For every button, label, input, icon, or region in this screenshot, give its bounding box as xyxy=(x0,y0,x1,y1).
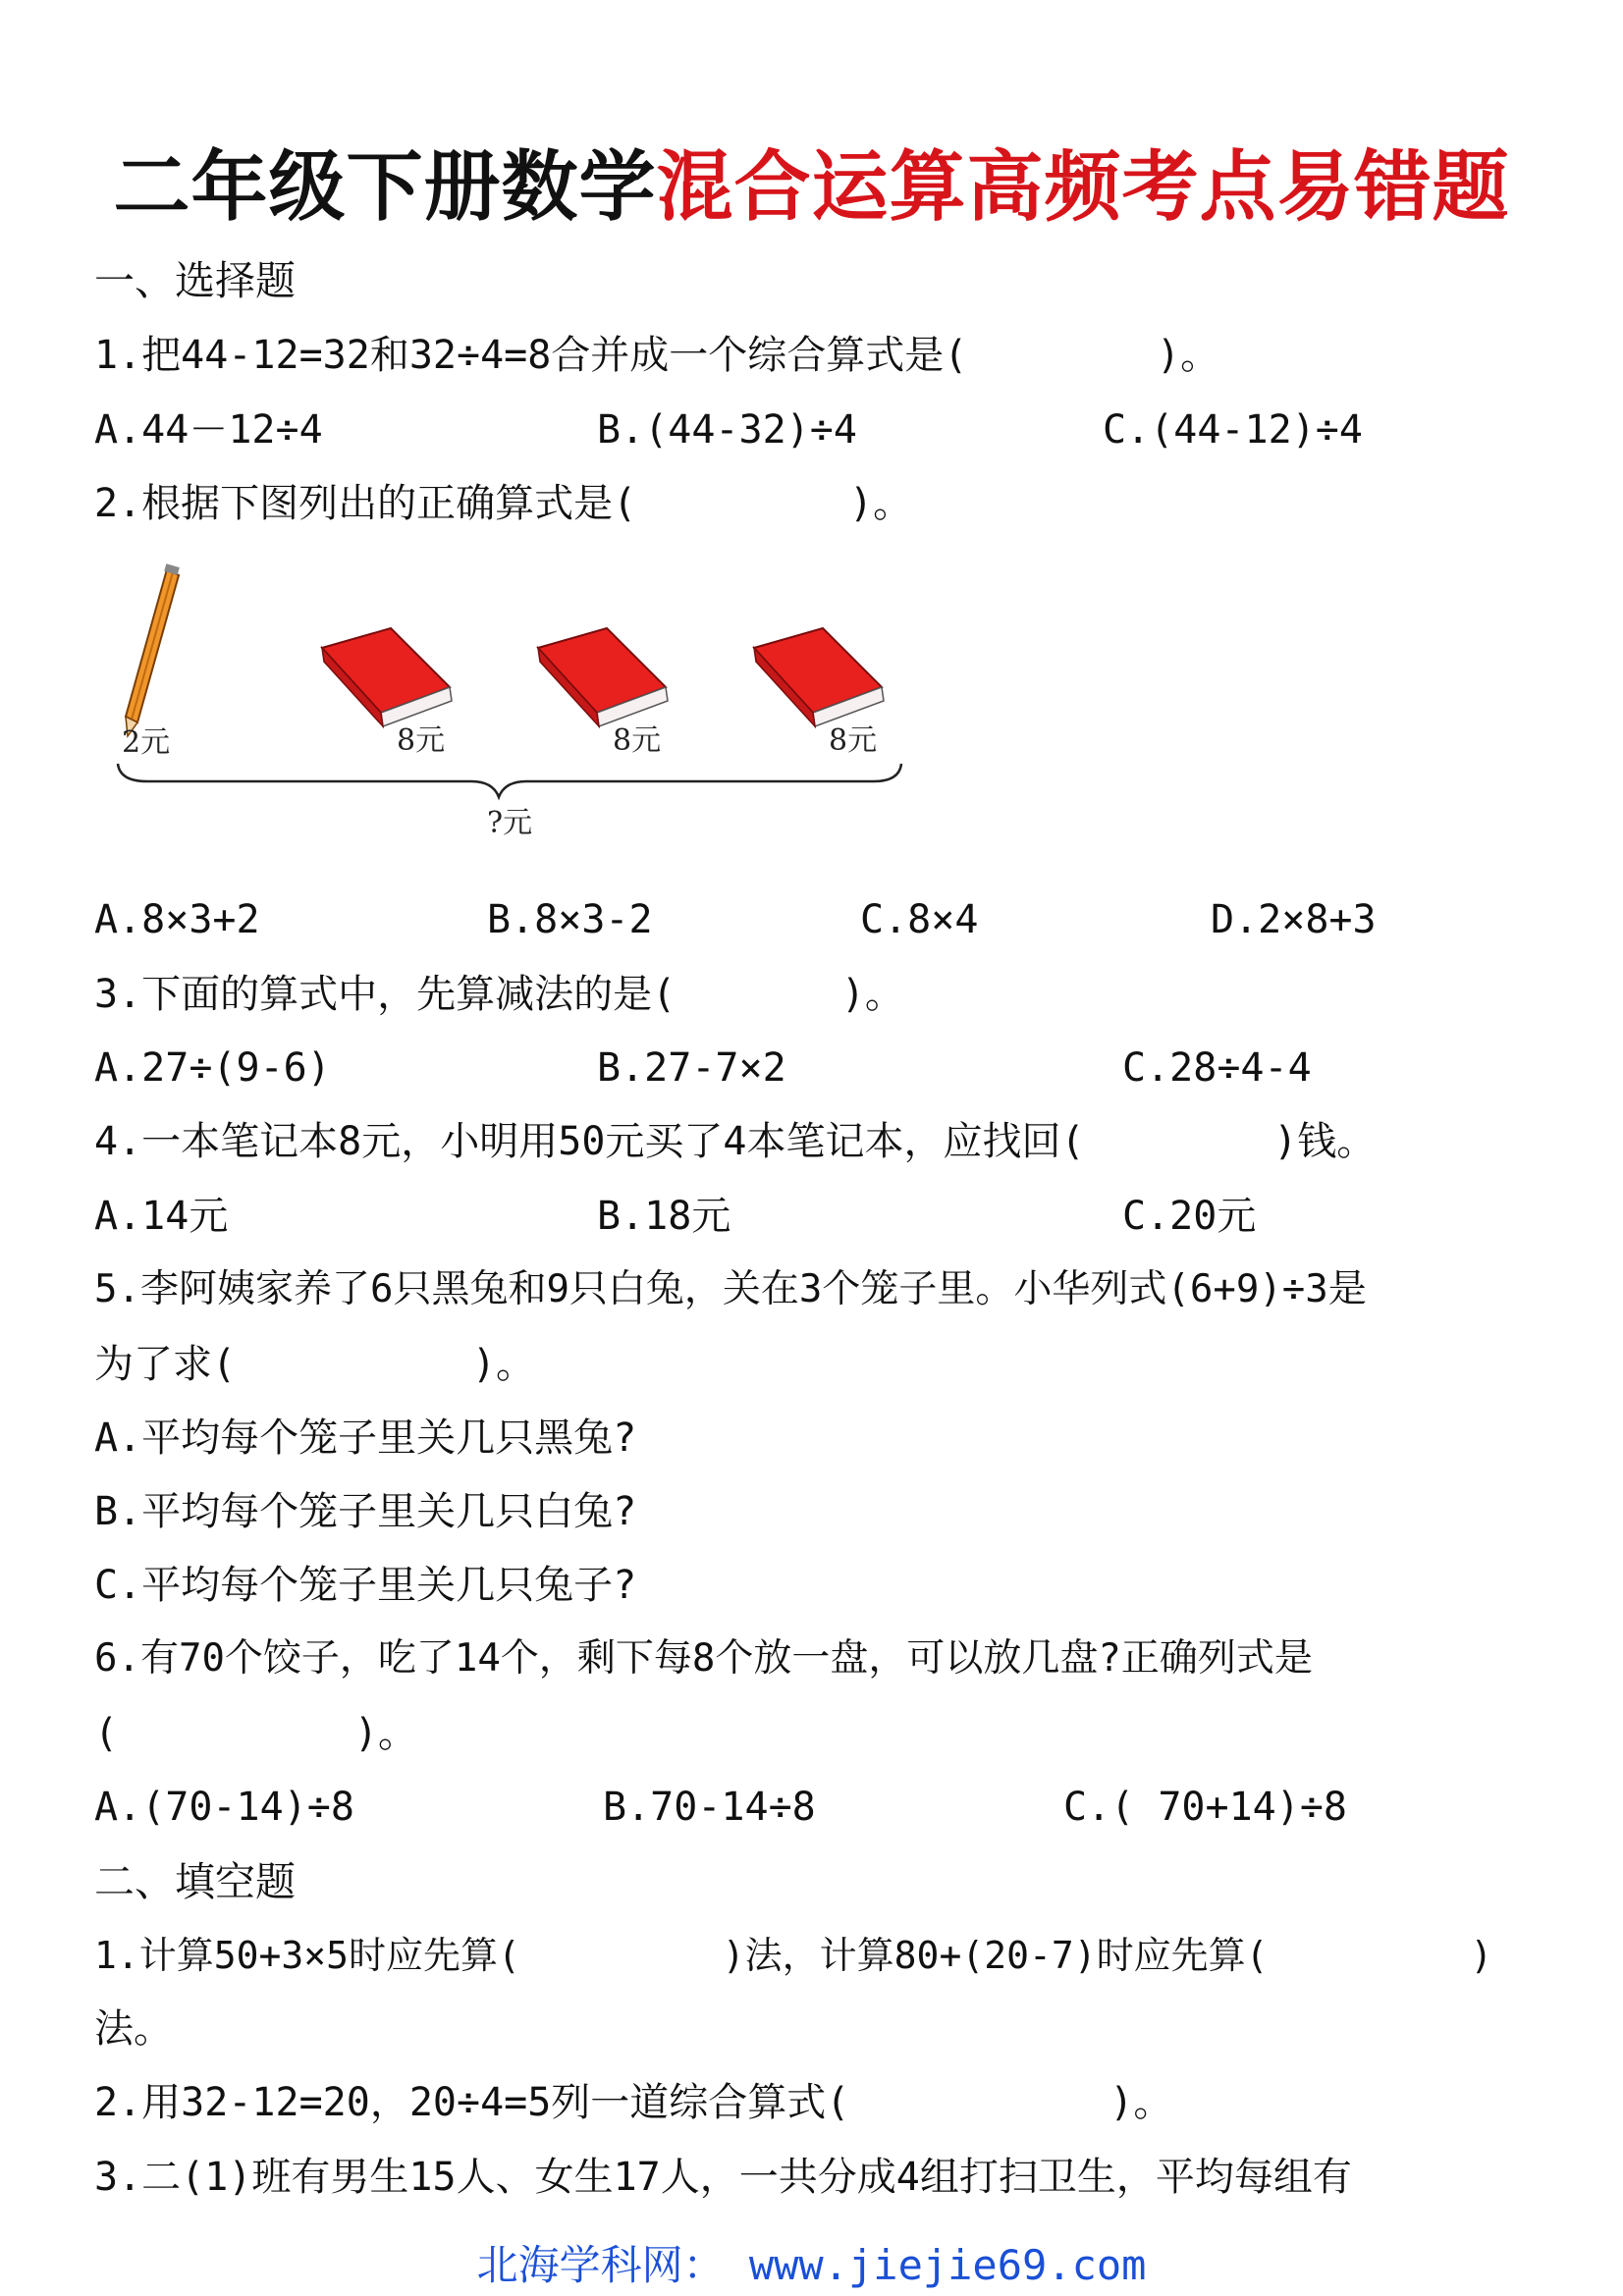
fill-q3-text: 3.二(1)班有男生15人、女生17人，一共分成4组打扫卫生，平均每组有 xyxy=(94,2155,1352,2200)
q4-option-c: C.20元 xyxy=(1122,1194,1257,1239)
title-part-red: 混合运算高频考点易错题 xyxy=(656,143,1510,232)
book-icon xyxy=(322,628,452,726)
section2-heading: 二、填空题 xyxy=(94,1858,296,1905)
book-icon xyxy=(538,628,668,726)
q5-text-line1: 5.李阿姨家养了6只黑兔和9只白兔，关在3个笼子里。小华列式(6+9)÷3是 xyxy=(94,1267,1367,1311)
pencil-price-label: 2元 xyxy=(122,725,171,760)
fill-q1-text-line2: 法。 xyxy=(94,2006,173,2052)
book-price-label: 8元 xyxy=(613,723,662,758)
q3-option-b: B.27-7×2 xyxy=(597,1045,786,1091)
q6-option-a: A.(70-14)÷8 xyxy=(94,1785,354,1830)
q6-text-line1: 6.有70个饺子，吃了14个，剩下每8个放一盘，可以放几盘?正确列式是 xyxy=(94,1636,1313,1681)
book-price-label: 8元 xyxy=(397,723,446,758)
q4-option-a: A.14元 xyxy=(94,1194,229,1239)
fill-q1-text-line1: 1.计算50+3×5时应先算( )法，计算80+(20-7)时应先算( ) xyxy=(94,1934,1493,1977)
q5-text-line2: 为了求( )。 xyxy=(94,1342,535,1387)
title-part-black: 二年级下册数学 xyxy=(113,143,657,232)
q2-option-c: C.8×4 xyxy=(860,897,979,942)
section1-heading: 一、选择题 xyxy=(94,257,296,304)
total-brace xyxy=(118,764,901,797)
q1-option-c: C.(44-12)÷4 xyxy=(1103,407,1363,453)
q5-option-c: C.平均每个笼子里关几只兔子? xyxy=(94,1563,637,1608)
q5-option-b: B.平均每个笼子里关几只白兔? xyxy=(94,1489,637,1534)
q4-option-b: B.18元 xyxy=(597,1194,731,1239)
pencil-icon xyxy=(126,563,180,736)
page-title xyxy=(0,126,1623,236)
q2-text: 2.根据下图列出的正确算式是( )。 xyxy=(94,481,913,526)
q5-option-a: A.平均每个笼子里关几只黑兔? xyxy=(94,1415,637,1461)
q2-option-b: B.8×3-2 xyxy=(487,897,653,942)
fill-q2-text: 2.用32-12=20，20÷4=5列一道综合算式( )。 xyxy=(94,2080,1173,2125)
q2-figure xyxy=(108,558,952,852)
q6-option-b: B.70-14÷8 xyxy=(603,1785,816,1830)
q1-option-a: A.44－12÷4 xyxy=(94,407,323,453)
q1-option-b: B.(44-32)÷4 xyxy=(597,407,857,453)
q3-option-c: C.28÷4-4 xyxy=(1122,1045,1312,1091)
total-label: ?元 xyxy=(487,806,533,840)
book-price-label: 8元 xyxy=(829,723,878,758)
footer-watermark: 北海学科网： www.jiejie69.com xyxy=(476,2241,1147,2289)
q6-option-c: C.( 70+14)÷8 xyxy=(1063,1785,1347,1830)
q6-text-line2: ( )。 xyxy=(94,1711,417,1756)
q2-option-a: A.8×3+2 xyxy=(94,897,260,942)
q2-option-d: D.2×8+3 xyxy=(1211,897,1377,942)
q1-text: 1.把44-12=32和32÷4=8合并成一个综合算式是( )。 xyxy=(94,333,1220,378)
q3-text: 3.下面的算式中，先算减法的是( )。 xyxy=(94,972,904,1017)
book-icon xyxy=(754,628,884,726)
q3-option-a: A.27÷(9-6) xyxy=(94,1045,331,1091)
q4-text: 4.一本笔记本8元，小明用50元买了4本笔记本，应找回( )钱。 xyxy=(94,1119,1377,1164)
